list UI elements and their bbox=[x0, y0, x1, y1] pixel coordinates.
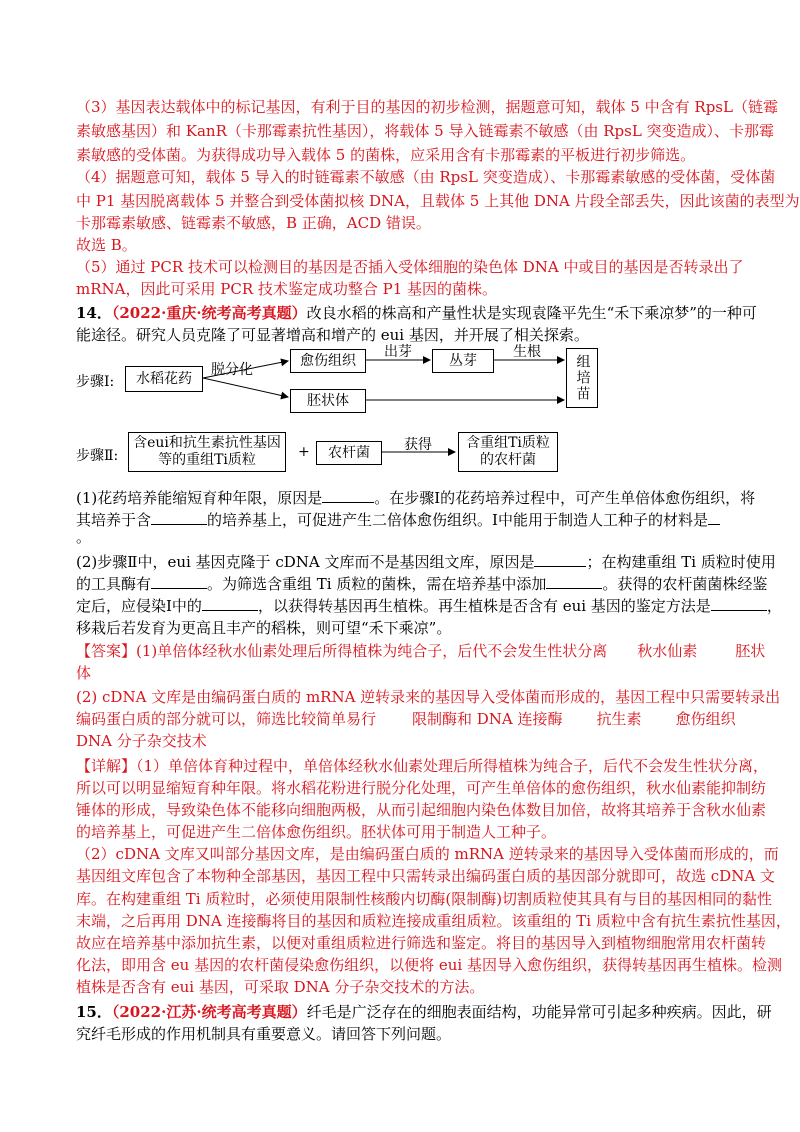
question-line: 移栽后若发育为更高且丰产的稻株，则可望“禾下乘凉”。 bbox=[76, 619, 452, 637]
detail-line: 基因组文库包含了本物种全部基因，基因工程中只需转录出编码蛋白质的基因部分就即可，故选 cDNA 文 bbox=[76, 867, 775, 885]
question-line bbox=[76, 509, 720, 531]
answer-line: DNA 分子杂交技术 bbox=[76, 732, 207, 750]
answer-blank bbox=[546, 588, 602, 589]
question-text: 。获得的农杆菌菌株经鉴 bbox=[602, 575, 768, 593]
question-line bbox=[76, 595, 782, 617]
callus-box bbox=[290, 349, 366, 373]
detail-line: 锤体的形成，导致染色体不能移向细胞两极，从而引起细胞内染色体数目加倍，故将其培养于含秋水仙素 bbox=[76, 801, 767, 819]
recombinant-agro-box bbox=[458, 432, 558, 472]
answer-text: 【答案】(1)单倍体经秋水仙素处理后所得植株为纯合子，后代不会发生性状分离 bbox=[76, 642, 608, 660]
answer-blank bbox=[322, 502, 374, 503]
text-line: （5）通过 PCR 技术可以检测目的基因是否插入受体细胞的染色体 DNA 中或目的基因是否转录出了 bbox=[76, 258, 744, 276]
question-line bbox=[76, 551, 776, 573]
answer-line bbox=[76, 708, 736, 730]
answer-blank bbox=[708, 524, 720, 525]
embryoid-box bbox=[290, 389, 366, 413]
rice-pollen-text: 水稻花药 bbox=[136, 370, 192, 387]
question-text: ；在构建重组 Ti 质粒时使用 bbox=[586, 553, 776, 571]
text-line: 卡那霉素敏感、链霉素不敏感，B 正确，ACD 错误。 bbox=[76, 214, 431, 232]
question-text: 的培养基上，可促进产生二倍体愈伤组织。Ⅰ中能用于制造人工种子的材料是 bbox=[207, 511, 708, 529]
cluster-buds-box bbox=[432, 349, 494, 373]
detail-line: （2）cDNA 文库又叫部分基因文库，是由编码蛋白质的 mRNA 逆转录来的基因导入受体菌而形成的，而 bbox=[76, 845, 779, 863]
plantlet-text: 组培苗 bbox=[574, 354, 591, 402]
question-number: 14． bbox=[76, 304, 112, 322]
question-text: (2)步骤Ⅱ中，eui 基因克隆于 cDNA 文库而不是基因组文库，原因是 bbox=[76, 553, 535, 571]
plus-sign: + bbox=[298, 444, 310, 460]
detail-line: 库。在构建重组 Ti 质粒时，必须使用限制性核酸内切酶(限制酶)切割质粒使其具有与目的基因相同的黏性 bbox=[76, 890, 773, 908]
answer-blank bbox=[202, 610, 258, 611]
answer-blank bbox=[534, 566, 586, 567]
recombinant-agro-text: 含重组Ti质粒的农杆菌 bbox=[466, 435, 550, 468]
detail-line: 所以可以明显缩短育种年限。将水稻花粉进行脱分化处理，可产生单倍体的愈伤组织，秋水仙素能抑制纺 bbox=[76, 779, 767, 797]
text-line: （3）基因表达载体中的标记基因，有利于目的基因的初步检测，据题意可知，载体 5 中含有 RpsL（链霉 bbox=[76, 98, 778, 116]
question-text: 纤毛是广泛存在的细胞表面结构，功能异常可引起多种疾病。因此，研 bbox=[306, 1003, 772, 1021]
obtain-label: 获得 bbox=[404, 437, 432, 453]
plasmid-text: 含eui和抗生素抗性基因等的重组Ti质粒 bbox=[133, 435, 281, 468]
answer-blank bbox=[151, 588, 207, 589]
question-text: 能途径。研究人员克隆了可显著增高和增产的 eui 基因，并开展了相关探索。 bbox=[76, 326, 589, 344]
rooting-label: 生根 bbox=[513, 344, 541, 360]
plantlet-box bbox=[566, 348, 598, 408]
question-text: 的工具酶有 bbox=[76, 575, 152, 593]
detail-line: 【详解】（1）单倍体育种过程中，单倍体经秋水仙素处理后所得植株为纯合子，后代不会发生性状分离， bbox=[76, 757, 769, 775]
agrobacterium-text: 农杆菌 bbox=[328, 444, 370, 461]
dedifferentiation-label: 脱分化 bbox=[211, 362, 253, 378]
detail-line: 故应在培养基中添加抗生素，以便对重组质粒进行筛选和鉴定。将目的基因导入到植物细胞常用农杆菌转 bbox=[76, 934, 767, 952]
cluster-buds-text: 丛芽 bbox=[449, 352, 477, 369]
rice-pollen-box bbox=[125, 366, 203, 392]
text-line: （4）据题意可知，载体 5 导入的时链霉素不敏感（由 RpsL 突变造成）、卡那霉素敏感的受体菌，受体菌 bbox=[76, 168, 776, 186]
question-text: 改良水稻的株高和产量性状是实现袁隆平先生“禾下乘凉梦”的一种可 bbox=[306, 304, 757, 322]
detail-line: 化法，即用含 eu 基因的农杆菌侵染愈伤组织，以便将 eui 基因导入愈伤组织，获得转基因再生植株。检测 bbox=[76, 956, 782, 974]
question-15-header bbox=[76, 1001, 772, 1023]
callus-text: 愈伤组织 bbox=[300, 352, 356, 369]
answer-text: 编码蛋白质的部分就可以，筛选比较简单易行 bbox=[76, 710, 377, 728]
question-text: 其培养于含 bbox=[76, 511, 152, 529]
plasmid-box bbox=[128, 432, 286, 472]
answer-blank bbox=[711, 610, 767, 611]
text-line: 素敏感基因）和 KanR（卡那霉素抗性基因），将载体 5 导入链霉素不敏感（由 RpsL 突变造成）、卡那霉 bbox=[76, 122, 775, 140]
question-text: 究纤毛形成的作用机制具有重要意义。请回答下列问题。 bbox=[76, 1025, 452, 1043]
question-source: （2022·重庆·统考高考真题） bbox=[111, 304, 307, 322]
question-source: （2022·江苏·统考高考真题） bbox=[111, 1003, 307, 1021]
answer-text: 胚状 bbox=[735, 642, 766, 660]
answer-text: 抗生素 bbox=[596, 710, 642, 728]
question-text: 定后，应侵染Ⅰ中的 bbox=[76, 597, 202, 615]
answer-line: (2) cDNA 文库是由编码蛋白质的 mRNA 逆转录来的基因导入受体菌而形成的，基因工程中只需要转录出 bbox=[76, 688, 781, 706]
detail-line: 植株是否含有 eui 基因，可采取 DNA 分子杂交技术的方法。 bbox=[76, 978, 485, 996]
question-line: 。 bbox=[76, 528, 92, 546]
agrobacterium-box bbox=[316, 441, 382, 465]
text-line: 故选 B。 bbox=[76, 236, 137, 254]
step1-label: 步骤Ⅰ: bbox=[76, 374, 115, 390]
question-number: 15． bbox=[76, 1003, 112, 1021]
question-line bbox=[76, 487, 755, 509]
question-text: ， bbox=[766, 597, 782, 615]
detail-line: 的培养基上，可促进产生二倍体愈伤组织。胚状体可用于制造人工种子。 bbox=[76, 823, 557, 841]
question-text: 。为筛选含重组 Ti 质粒的菌株，需在培养基中添加 bbox=[207, 575, 547, 593]
question-text: (1)花药培养能缩短育种年限，原因是 bbox=[76, 489, 323, 507]
text-line: 中 P1 基因脱离载体 5 并整合到受体菌拟核 DNA，且载体 5 上其他 DNA 片段全部丢失，因此该菌的表型为 bbox=[76, 192, 800, 210]
text-line: mRNA，因此可采用 PCR 技术鉴定成功整合 P1 基因的菌株。 bbox=[76, 280, 498, 298]
answer-line: 体 bbox=[76, 664, 92, 682]
sprout-label: 出芽 bbox=[384, 344, 412, 360]
question-text: ，以获得转基因再生植株。再生植株是否含有 eui 基因的鉴定方法是 bbox=[257, 597, 711, 615]
text-line: 素敏感的受体菌。为获得成功导入载体 5 的菌株，应采用含有卡那霉素的平板进行初步筛选。 bbox=[76, 146, 696, 164]
question-line bbox=[76, 573, 767, 595]
answer-text: 秋水仙素 bbox=[637, 642, 698, 660]
embryoid-text: 胚状体 bbox=[307, 392, 349, 409]
detail-line: 末端，之后再用 DNA 连接酶将目的基因和质粒连接成重组质粒。该重组的 Ti 质粒中含有抗生素抗性基因， bbox=[76, 912, 791, 930]
answer-line bbox=[76, 640, 765, 662]
answer-blank bbox=[151, 524, 207, 525]
answer-text: 愈伤组织 bbox=[675, 710, 736, 728]
step2-label: 步骤Ⅱ: bbox=[76, 448, 119, 464]
answer-text: 限制酶和 DNA 连接酶 bbox=[412, 710, 563, 728]
question-text: 。在步骤Ⅰ的花药培养过程中，可产生单倍体愈伤组织，将 bbox=[374, 489, 756, 507]
